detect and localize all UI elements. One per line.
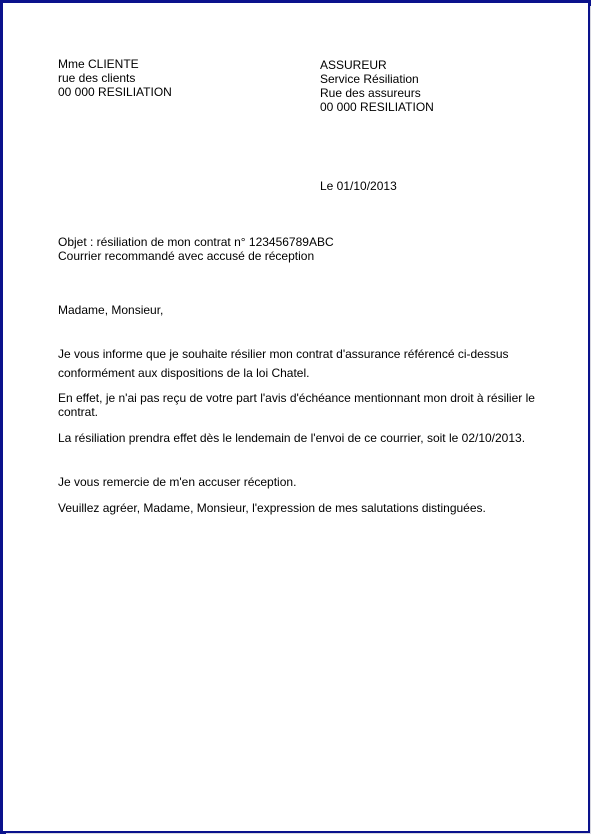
letter-subject [58,235,334,263]
body-paragraph-2-line-1: En effet, je n'ai pas reçu de votre part l'avis d'échéance mentionnant mon droit à résilier le [58,391,535,405]
sender-name: Mme CLIENTE [58,57,139,71]
salutation: Madame, Monsieur, [58,303,164,317]
recipient-department: Service Résiliation [320,72,419,86]
closing-formula: Veuillez agréer, Madame, Monsieur, l'expression de mes salutations distinguées. [58,501,486,515]
recipient-city: 00 000 RESILIATION [320,100,434,114]
recipient-street: Rue des assureurs [320,86,421,100]
letter-date: Le 01/10/2013 [320,179,397,193]
body-paragraph-1-line-2: conformément aux dispositions de la loi Chatel. [58,366,310,380]
recipient-address [320,58,434,114]
body-paragraph-1 [58,345,509,383]
sender-address [58,57,172,99]
recipient-name: ASSUREUR [320,58,387,72]
body-paragraph-2-line-2: contrat. [58,405,99,419]
sender-street: rue des clients [58,71,136,85]
subject-object: Objet : résiliation de mon contrat n° 123456789ABC [58,235,334,249]
body-paragraph-1-line-1: Je vous informe que je souhaite résilier mon contrat d'assurance référencé ci-dessus [58,347,509,361]
body-paragraph-2 [58,391,535,419]
subject-mail-type: Courrier recommandé avec accusé de réception [58,249,315,263]
sender-city: 00 000 RESILIATION [58,85,172,99]
page-inner-edge [6,6,591,834]
closing-thanks: Je vous remercie de m'en accuser réception. [58,475,297,489]
body-paragraph-3: La résiliation prendra effet dès le lendemain de l'envoi de ce courrier, soit le 02/10/2013. [58,431,526,445]
